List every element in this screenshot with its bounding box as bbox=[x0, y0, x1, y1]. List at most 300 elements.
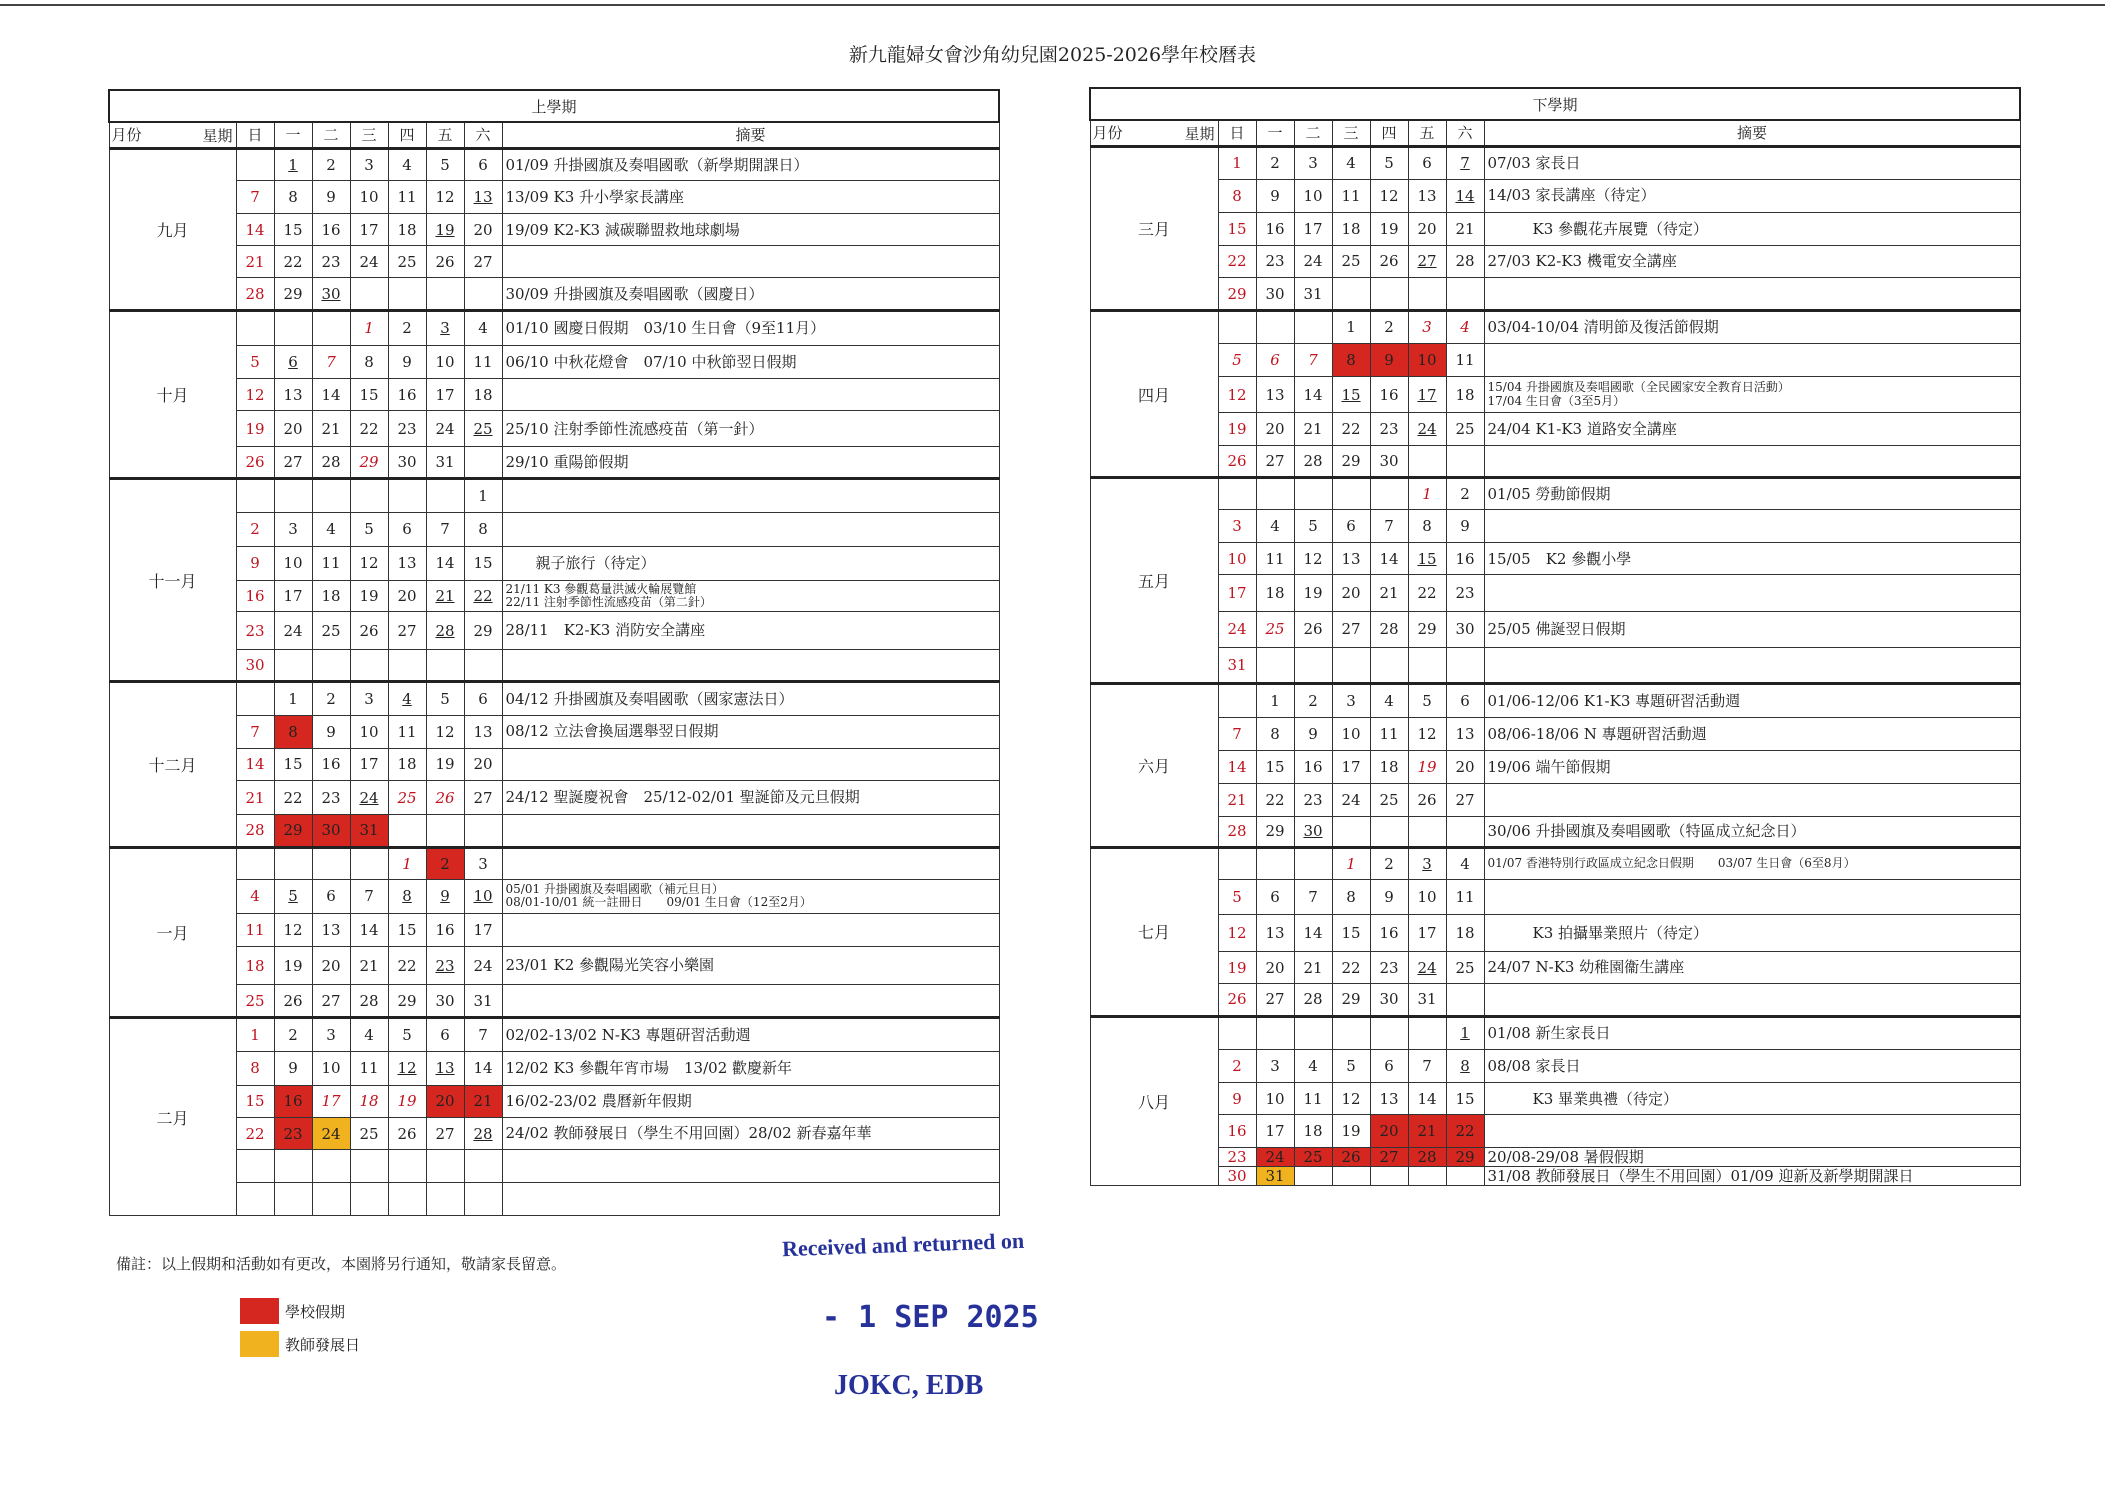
day-number: 14 bbox=[435, 554, 455, 573]
day-number: 16 bbox=[321, 220, 341, 239]
day-number: 21 bbox=[245, 252, 265, 271]
day-cell bbox=[1370, 179, 1408, 212]
day-cell bbox=[1370, 212, 1408, 245]
day-number: 29 bbox=[283, 284, 303, 303]
day-number: 26 bbox=[1417, 790, 1437, 809]
day-number: 6 bbox=[288, 352, 298, 371]
week-row bbox=[109, 913, 999, 947]
summary-cell bbox=[502, 947, 999, 985]
day-cell bbox=[1294, 816, 1332, 847]
weekday-column-label: 星期 bbox=[1184, 125, 1215, 143]
day-cell bbox=[312, 913, 350, 947]
day-cell bbox=[1218, 783, 1256, 816]
day-cell bbox=[1408, 575, 1446, 612]
empty-day-cell bbox=[1370, 1167, 1408, 1186]
day-cell bbox=[350, 612, 388, 650]
summary-cell bbox=[502, 1183, 999, 1216]
day-cell bbox=[464, 781, 502, 815]
weekday-label: 三 bbox=[350, 122, 388, 148]
day-cell bbox=[1446, 915, 1484, 952]
day-cell bbox=[426, 246, 464, 278]
summary-text: 08/12 立法會換屆選舉翌日假期 bbox=[505, 722, 719, 741]
summary-text: 03/04-10/04 清明節及復活節假期 bbox=[1487, 318, 1719, 337]
day-number: 8 bbox=[1422, 517, 1432, 536]
day-cell bbox=[426, 345, 464, 379]
summary-text: 01/05 勞動節假期 bbox=[1487, 484, 1611, 503]
summary-cell bbox=[502, 214, 999, 246]
summary-text: K3 參觀花卉展覽（待定） bbox=[1487, 219, 1709, 238]
summary-text: 02/02-13/02 N-K3 專題研習活動週 bbox=[505, 1026, 751, 1045]
day-cell bbox=[350, 181, 388, 214]
empty-day-cell bbox=[1446, 647, 1484, 684]
day-cell bbox=[350, 814, 388, 847]
day-cell bbox=[1218, 1083, 1256, 1115]
summary-text: K3 拍攝畢業照片（待定） bbox=[1487, 924, 1709, 943]
day-number: 11 bbox=[1265, 549, 1285, 568]
empty-day-cell bbox=[388, 1150, 426, 1183]
day-cell bbox=[1332, 847, 1370, 879]
day-cell bbox=[274, 447, 312, 479]
day-number: 1 bbox=[1346, 318, 1356, 337]
day-number: 7 bbox=[326, 352, 336, 371]
day-cell bbox=[1256, 446, 1294, 478]
day-number: 22 bbox=[1341, 958, 1361, 977]
day-number: 23 bbox=[1379, 420, 1399, 439]
day-cell bbox=[1256, 278, 1294, 311]
day-number: 10 bbox=[435, 352, 455, 371]
day-number: 9 bbox=[326, 188, 336, 207]
day-number: 24 bbox=[283, 621, 303, 640]
day-cell bbox=[274, 682, 312, 716]
day-cell bbox=[1256, 146, 1294, 179]
day-number: 19 bbox=[1303, 584, 1323, 603]
day-cell bbox=[350, 682, 388, 716]
day-cell bbox=[1218, 1049, 1256, 1083]
day-number: 8 bbox=[1270, 724, 1280, 743]
summary-cell bbox=[502, 546, 999, 580]
day-cell bbox=[388, 148, 426, 181]
day-cell bbox=[426, 781, 464, 815]
day-number: 16 bbox=[1455, 549, 1475, 568]
day-cell bbox=[236, 181, 274, 214]
summary-text: K3 畢業典禮（待定） bbox=[1487, 1089, 1679, 1108]
day-cell bbox=[274, 411, 312, 447]
summary-text: 24/12 聖誕慶祝會 25/12-02/01 聖誕節及元旦假期 bbox=[505, 788, 860, 807]
day-number: 8 bbox=[1346, 350, 1356, 369]
day-number: 13 bbox=[1379, 1089, 1399, 1108]
day-number: 6 bbox=[1270, 888, 1280, 907]
day-cell bbox=[426, 1018, 464, 1052]
day-cell bbox=[388, 181, 426, 214]
day-number: 28 bbox=[1379, 620, 1399, 639]
day-number: 19 bbox=[435, 755, 455, 774]
summary-text: 07/03 家長日 bbox=[1487, 153, 1581, 172]
day-cell bbox=[274, 1117, 312, 1150]
weekday-column-label: 星期 bbox=[202, 127, 233, 145]
summary-cell bbox=[1484, 984, 2020, 1017]
day-number: 6 bbox=[1384, 1057, 1394, 1075]
summary-text: 22/11 注射季節性流感疫苗（第二針） bbox=[505, 595, 712, 610]
summary-text: 04/12 升掛國旗及奏唱國歌（國家憲法日） bbox=[505, 689, 794, 708]
day-number: 11 bbox=[397, 722, 417, 741]
day-number: 20 bbox=[1265, 958, 1285, 977]
week-row bbox=[1090, 717, 2020, 750]
empty-day-cell bbox=[312, 1183, 350, 1216]
day-cell bbox=[426, 1085, 464, 1117]
empty-day-cell bbox=[274, 1183, 312, 1216]
day-cell bbox=[1370, 1148, 1408, 1167]
summary-text: 27/03 K2-K3 機電安全講座 bbox=[1487, 252, 1677, 271]
day-number: 13 bbox=[1455, 724, 1475, 743]
day-number: 2 bbox=[250, 520, 260, 539]
day-number: 30 bbox=[245, 656, 265, 675]
day-number: 14 bbox=[1303, 385, 1323, 404]
summary-cell bbox=[1484, 684, 2020, 718]
day-number: 8 bbox=[250, 1059, 260, 1078]
day-cell bbox=[236, 947, 274, 985]
day-number: 20 bbox=[1417, 219, 1437, 238]
empty-day-cell bbox=[1332, 1167, 1370, 1186]
day-cell bbox=[388, 748, 426, 781]
summary-text: 06/10 中秋花燈會 07/10 中秋節翌日假期 bbox=[505, 352, 797, 371]
day-number: 23 bbox=[435, 956, 455, 975]
empty-day-cell bbox=[312, 650, 350, 682]
day-number: 8 bbox=[1460, 1057, 1470, 1075]
day-number: 30 bbox=[1227, 1167, 1247, 1186]
day-cell bbox=[464, 847, 502, 880]
day-number: 24 bbox=[473, 956, 493, 975]
day-cell bbox=[236, 1018, 274, 1052]
day-cell bbox=[274, 781, 312, 815]
summary-cell bbox=[1484, 847, 2020, 879]
summary-cell bbox=[1484, 543, 2020, 575]
day-cell bbox=[426, 1052, 464, 1086]
empty-day-cell bbox=[350, 1183, 388, 1216]
day-number: 29 bbox=[473, 621, 493, 640]
empty-day-cell bbox=[1408, 1016, 1446, 1049]
day-number: 14 bbox=[359, 920, 379, 939]
day-number: 16 bbox=[245, 587, 265, 606]
day-cell bbox=[312, 278, 350, 311]
day-number: 16 bbox=[1303, 757, 1323, 776]
day-cell bbox=[426, 214, 464, 246]
day-number: 18 bbox=[397, 755, 417, 774]
summary-text: 15/05 K2 參觀小學 bbox=[1487, 549, 1632, 568]
day-number: 5 bbox=[1384, 154, 1394, 172]
day-cell bbox=[1446, 1115, 1484, 1148]
day-cell bbox=[236, 1085, 274, 1117]
week-row bbox=[109, 947, 999, 985]
day-number: 12 bbox=[283, 920, 303, 939]
summary-text: 08/08 家長日 bbox=[1487, 1056, 1581, 1075]
summary-cell bbox=[1484, 278, 2020, 311]
day-cell bbox=[1218, 377, 1256, 413]
day-cell bbox=[1218, 343, 1256, 377]
empty-day-cell bbox=[1446, 278, 1484, 311]
day-cell bbox=[1218, 179, 1256, 212]
day-number: 15 bbox=[245, 1092, 265, 1111]
week-row bbox=[109, 1117, 999, 1150]
day-cell bbox=[350, 246, 388, 278]
summary-cell bbox=[1484, 750, 2020, 783]
week-row bbox=[109, 214, 999, 246]
day-number: 24 bbox=[1341, 790, 1361, 809]
summary-text: 30/09 升掛國旗及奏唱國歌（國慶日） bbox=[505, 284, 764, 303]
day-number: 8 bbox=[288, 188, 298, 207]
empty-day-cell bbox=[1294, 1167, 1332, 1186]
summary-cell bbox=[1484, 510, 2020, 543]
day-number: 26 bbox=[245, 453, 265, 472]
day-number: 17 bbox=[359, 220, 379, 239]
day-number: 24 bbox=[1265, 1148, 1285, 1167]
week-row bbox=[1090, 377, 2020, 413]
day-cell bbox=[1256, 1049, 1294, 1083]
summary-cell bbox=[502, 814, 999, 847]
day-cell bbox=[1446, 879, 1484, 915]
day-cell bbox=[1294, 1115, 1332, 1148]
day-number: 13 bbox=[473, 188, 493, 207]
week-row bbox=[1090, 1167, 2020, 1186]
day-cell bbox=[464, 1018, 502, 1052]
summary-cell bbox=[1484, 915, 2020, 952]
day-cell bbox=[426, 612, 464, 650]
day-number: 7 bbox=[1422, 1057, 1432, 1075]
day-number: 18 bbox=[397, 220, 417, 239]
day-number: 4 bbox=[1460, 318, 1470, 337]
week-row bbox=[1090, 952, 2020, 984]
day-cell bbox=[388, 581, 426, 612]
day-number: 20 bbox=[473, 220, 493, 239]
day-cell bbox=[1408, 879, 1446, 915]
day-number: 28 bbox=[245, 284, 265, 303]
day-number: 29 bbox=[1341, 452, 1361, 471]
day-number: 26 bbox=[1341, 1148, 1361, 1167]
day-cell bbox=[1408, 377, 1446, 413]
empty-day-cell bbox=[388, 814, 426, 847]
day-cell bbox=[1332, 146, 1370, 179]
day-cell bbox=[312, 1117, 350, 1150]
day-number: 6 bbox=[402, 520, 412, 539]
day-number: 15 bbox=[1417, 549, 1437, 568]
summary-text: 30/06 升掛國旗及奏唱國歌（特區成立紀念日） bbox=[1487, 821, 1806, 840]
empty-day-cell bbox=[1370, 647, 1408, 684]
day-number: 4 bbox=[1346, 154, 1356, 172]
day-number: 15 bbox=[397, 920, 417, 939]
empty-day-cell bbox=[236, 682, 274, 716]
week-row bbox=[1090, 847, 2020, 879]
summary-cell bbox=[502, 246, 999, 278]
day-cell bbox=[388, 546, 426, 580]
empty-day-cell bbox=[1332, 1016, 1370, 1049]
day-cell bbox=[1218, 1115, 1256, 1148]
summary-cell bbox=[502, 748, 999, 781]
day-cell bbox=[1370, 446, 1408, 478]
month-name: 五月 bbox=[1090, 478, 1218, 684]
day-number: 3 bbox=[1346, 692, 1356, 711]
day-number: 2 bbox=[402, 319, 412, 338]
day-number: 9 bbox=[1460, 517, 1470, 536]
week-row bbox=[109, 546, 999, 580]
day-number: 18 bbox=[1265, 584, 1285, 603]
day-number: 1 bbox=[402, 854, 412, 873]
day-number: 17 bbox=[283, 587, 303, 606]
day-number: 18 bbox=[473, 385, 493, 404]
day-number: 25 bbox=[397, 788, 417, 807]
month-name: 三月 bbox=[1090, 146, 1218, 311]
day-cell bbox=[1294, 575, 1332, 612]
week-row bbox=[1090, 1148, 2020, 1167]
month-column-label: 月份 bbox=[1092, 123, 1123, 142]
day-number: 5 bbox=[1232, 888, 1242, 907]
day-number: 2 bbox=[326, 155, 336, 174]
day-number: 20 bbox=[1379, 1122, 1399, 1141]
day-number: 7 bbox=[1308, 888, 1318, 907]
day-number: 26 bbox=[283, 991, 303, 1010]
day-number: 7 bbox=[1384, 517, 1394, 536]
day-cell bbox=[1370, 915, 1408, 952]
day-number: 10 bbox=[1303, 186, 1323, 205]
week-row bbox=[1090, 278, 2020, 311]
day-number: 13 bbox=[473, 722, 493, 741]
day-number: 23 bbox=[1303, 790, 1323, 809]
day-cell bbox=[1218, 915, 1256, 952]
week-row bbox=[1090, 611, 2020, 647]
empty-day-cell bbox=[426, 1150, 464, 1183]
day-number: 18 bbox=[321, 587, 341, 606]
day-number: 25 bbox=[1455, 958, 1475, 977]
week-row bbox=[1090, 478, 2020, 510]
day-cell bbox=[1294, 1083, 1332, 1115]
day-cell bbox=[1370, 510, 1408, 543]
day-number: 21 bbox=[359, 956, 379, 975]
day-number: 25 bbox=[321, 621, 341, 640]
weekday-label: 五 bbox=[426, 122, 464, 148]
empty-day-cell bbox=[1294, 1016, 1332, 1049]
day-number: 4 bbox=[478, 319, 488, 338]
day-cell bbox=[426, 913, 464, 947]
day-cell bbox=[274, 947, 312, 985]
day-number: 10 bbox=[359, 188, 379, 207]
day-cell bbox=[1256, 915, 1294, 952]
day-cell bbox=[236, 650, 274, 682]
day-number: 12 bbox=[435, 188, 455, 207]
day-cell bbox=[236, 1117, 274, 1150]
summary-cell bbox=[502, 984, 999, 1018]
day-cell bbox=[1256, 952, 1294, 984]
day-cell bbox=[1332, 377, 1370, 413]
day-cell bbox=[1446, 1016, 1484, 1049]
empty-day-cell bbox=[1218, 478, 1256, 510]
day-cell bbox=[1332, 915, 1370, 952]
day-number: 15 bbox=[283, 220, 303, 239]
day-number: 14 bbox=[473, 1059, 493, 1078]
day-number: 24 bbox=[1303, 252, 1323, 271]
day-cell bbox=[1256, 684, 1294, 718]
day-cell bbox=[274, 814, 312, 847]
day-cell bbox=[1294, 413, 1332, 446]
day-cell bbox=[1332, 1115, 1370, 1148]
summary-cell bbox=[1484, 611, 2020, 647]
empty-day-cell bbox=[312, 1150, 350, 1183]
day-number: 8 bbox=[1346, 888, 1356, 907]
week-row bbox=[1090, 684, 2020, 718]
day-number: 2 bbox=[1308, 692, 1318, 711]
day-number: 25 bbox=[359, 1124, 379, 1143]
day-cell bbox=[350, 1052, 388, 1086]
empty-day-cell bbox=[1218, 847, 1256, 879]
day-cell bbox=[388, 246, 426, 278]
empty-day-cell bbox=[236, 1183, 274, 1216]
summary-text: 17/04 生日會（3至5月） bbox=[1487, 393, 1626, 408]
day-number: 12 bbox=[245, 385, 265, 404]
day-number: 26 bbox=[359, 621, 379, 640]
empty-day-cell bbox=[236, 148, 274, 181]
day-number: 19 bbox=[359, 587, 379, 606]
day-number: 28 bbox=[321, 453, 341, 472]
weekday-label: 三 bbox=[1332, 120, 1370, 146]
day-number: 16 bbox=[283, 1092, 303, 1111]
day-cell bbox=[1256, 783, 1294, 816]
day-cell bbox=[350, 311, 388, 345]
day-cell bbox=[274, 181, 312, 214]
day-number: 22 bbox=[283, 788, 303, 807]
summary-text: 15/04 升掛國旗及奏唱國歌（全民國家安全教育日活動） bbox=[1487, 380, 1790, 395]
week-row bbox=[1090, 783, 2020, 816]
day-cell bbox=[1332, 446, 1370, 478]
empty-day-cell bbox=[1294, 478, 1332, 510]
day-cell bbox=[426, 682, 464, 716]
day-cell bbox=[1294, 446, 1332, 478]
day-cell bbox=[312, 581, 350, 612]
day-cell bbox=[464, 715, 502, 748]
empty-day-cell bbox=[464, 650, 502, 682]
day-cell bbox=[236, 411, 274, 447]
day-number: 15 bbox=[359, 385, 379, 404]
day-cell bbox=[274, 546, 312, 580]
week-row bbox=[1090, 647, 2020, 684]
day-cell bbox=[388, 947, 426, 985]
day-number: 13 bbox=[321, 920, 341, 939]
summary-cell bbox=[1484, 446, 2020, 478]
day-cell bbox=[388, 447, 426, 479]
empty-day-cell bbox=[426, 650, 464, 682]
day-number: 22 bbox=[1417, 584, 1437, 603]
day-cell bbox=[1446, 245, 1484, 277]
day-cell bbox=[236, 748, 274, 781]
day-cell bbox=[1218, 245, 1256, 277]
day-number: 5 bbox=[250, 352, 260, 371]
empty-day-cell bbox=[464, 447, 502, 479]
day-cell bbox=[1446, 311, 1484, 343]
day-cell bbox=[464, 546, 502, 580]
summary-cell bbox=[502, 479, 999, 513]
day-cell bbox=[1446, 783, 1484, 816]
day-number: 24 bbox=[435, 419, 455, 438]
week-row bbox=[109, 581, 999, 612]
empty-day-cell bbox=[236, 1150, 274, 1183]
day-number: 15 bbox=[1227, 219, 1247, 238]
day-cell bbox=[1370, 879, 1408, 915]
week-row bbox=[1090, 984, 2020, 1017]
day-number: 20 bbox=[1455, 757, 1475, 776]
day-number: 28 bbox=[1417, 1148, 1437, 1167]
day-number: 22 bbox=[1455, 1122, 1475, 1141]
empty-day-cell bbox=[1408, 816, 1446, 847]
day-number: 15 bbox=[283, 755, 303, 774]
summary-text: 01/06-12/06 K1-K3 專題研習活動週 bbox=[1487, 691, 1741, 710]
day-cell bbox=[312, 181, 350, 214]
day-number: 14 bbox=[1417, 1089, 1437, 1108]
